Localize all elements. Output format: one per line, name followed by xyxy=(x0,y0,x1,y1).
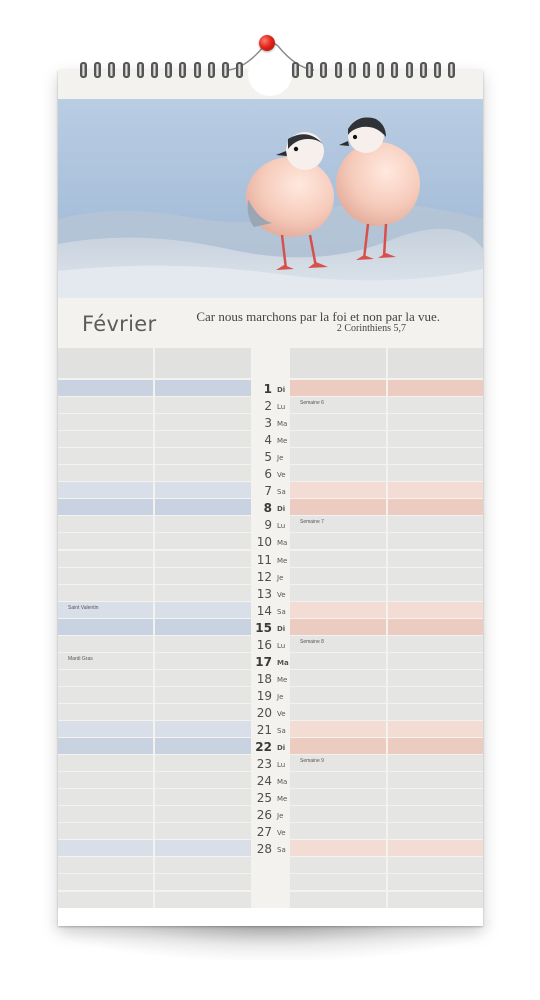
day-cell-person-4[interactable] xyxy=(388,823,483,839)
day-label xyxy=(253,789,288,805)
day-cell-person-4[interactable] xyxy=(388,465,483,481)
empty-cell xyxy=(155,892,251,908)
day-cell-person-2[interactable] xyxy=(155,670,251,686)
day-cell-person-1[interactable] xyxy=(58,772,153,788)
day-cell-person-2[interactable] xyxy=(155,397,251,413)
day-cell-person-1[interactable] xyxy=(58,380,153,396)
day-number: 23 xyxy=(256,757,272,772)
day-cell-person-2[interactable] xyxy=(155,568,251,584)
day-cell-person-1[interactable] xyxy=(58,568,153,584)
day-number: 2 xyxy=(264,399,272,414)
day-label xyxy=(253,499,288,515)
day-cell-person-1[interactable] xyxy=(58,704,153,720)
day-label xyxy=(253,380,288,396)
day-cell-person-4[interactable] xyxy=(388,755,483,771)
empty-cell xyxy=(388,874,483,890)
month-title: Février xyxy=(82,312,157,336)
day-cell-person-4[interactable] xyxy=(388,687,483,703)
day-cell-person-4[interactable] xyxy=(388,448,483,464)
day-cell-person-4[interactable] xyxy=(388,585,483,601)
week-number-note: Semaine 6 xyxy=(300,400,324,407)
day-label xyxy=(253,823,288,839)
day-cell-person-4[interactable] xyxy=(388,619,483,635)
day-number: 15 xyxy=(255,620,272,635)
binding-ring xyxy=(137,62,144,78)
day-cell-person-3[interactable] xyxy=(290,687,386,703)
day-row xyxy=(58,840,483,856)
day-row xyxy=(58,806,483,822)
day-name: Lu xyxy=(277,641,286,650)
empty-cell xyxy=(290,874,386,890)
day-name: Lu xyxy=(277,522,286,531)
day-row xyxy=(58,823,483,839)
header-cell xyxy=(58,348,153,378)
binding-ring xyxy=(208,62,215,78)
day-label xyxy=(253,431,288,447)
day-cell-person-1[interactable] xyxy=(58,482,153,498)
day-label xyxy=(253,840,288,856)
binding-ring xyxy=(80,62,87,78)
day-cell-person-1[interactable] xyxy=(58,397,153,413)
day-cell-person-4[interactable] xyxy=(388,738,483,754)
day-cell-person-2[interactable] xyxy=(155,755,251,771)
day-number: 13 xyxy=(256,586,272,601)
day-cell-person-2[interactable] xyxy=(155,414,251,430)
day-name: Je xyxy=(277,812,284,821)
day-row xyxy=(58,431,483,447)
day-cell-person-1[interactable] xyxy=(58,585,153,601)
binding-ring xyxy=(292,62,299,78)
day-name: Ve xyxy=(277,829,286,838)
day-label xyxy=(253,772,288,788)
day-cell-person-2[interactable] xyxy=(155,619,251,635)
day-label xyxy=(253,585,288,601)
day-cell-person-2[interactable] xyxy=(155,431,251,447)
empty-cell xyxy=(155,874,251,890)
day-cell-person-1[interactable] xyxy=(58,414,153,430)
day-name: Lu xyxy=(277,403,286,412)
day-name: Je xyxy=(277,573,284,582)
day-cell-person-3[interactable] xyxy=(290,636,386,652)
week-number-note: Semaine 7 xyxy=(300,519,324,526)
day-number: 9 xyxy=(264,518,272,533)
day-row xyxy=(58,636,483,652)
day-number: 22 xyxy=(255,740,272,755)
day-cell-person-3[interactable] xyxy=(290,465,386,481)
day-cell-person-2[interactable] xyxy=(155,516,251,532)
day-cell-person-4[interactable] xyxy=(388,653,483,669)
day-cell-person-1[interactable] xyxy=(58,533,153,549)
day-cell-person-3[interactable] xyxy=(290,431,386,447)
day-cell-person-3[interactable] xyxy=(290,380,386,396)
holiday-note: Saint Valentin xyxy=(68,604,99,611)
day-cell-person-3[interactable] xyxy=(290,551,386,567)
day-cell-person-3[interactable] xyxy=(290,721,386,737)
empty-row xyxy=(58,874,483,890)
day-label xyxy=(253,482,288,498)
day-cell-person-2[interactable] xyxy=(155,499,251,515)
binding-ring xyxy=(222,62,229,78)
day-number: 5 xyxy=(264,450,272,465)
day-cell-person-3[interactable] xyxy=(290,670,386,686)
binding-ring xyxy=(434,62,441,78)
day-cell-person-2[interactable] xyxy=(155,687,251,703)
day-label xyxy=(253,465,288,481)
day-name: Je xyxy=(277,692,284,701)
day-name: Sa xyxy=(277,488,286,497)
day-label xyxy=(253,397,288,413)
empty-cell xyxy=(58,892,153,908)
day-row xyxy=(58,380,483,396)
day-cell-person-2[interactable] xyxy=(155,789,251,805)
day-cell-person-1[interactable] xyxy=(58,721,153,737)
day-cell-person-4[interactable] xyxy=(388,840,483,856)
day-name: Di xyxy=(277,505,286,514)
day-name: Ma xyxy=(277,420,288,429)
day-cell-person-1[interactable] xyxy=(58,636,153,652)
day-cell-person-1[interactable] xyxy=(58,687,153,703)
day-number: 7 xyxy=(264,484,272,499)
day-cell-person-1[interactable] xyxy=(58,755,153,771)
binding-ring xyxy=(420,62,427,78)
day-cell-person-4[interactable] xyxy=(388,482,483,498)
day-row xyxy=(58,516,483,532)
day-name: Je xyxy=(277,454,284,463)
day-cell-person-2[interactable] xyxy=(155,636,251,652)
day-cell-person-3[interactable] xyxy=(290,806,386,822)
day-row xyxy=(58,414,483,430)
empty-row xyxy=(58,857,483,873)
day-cell-person-4[interactable] xyxy=(388,499,483,515)
day-cell-person-4[interactable] xyxy=(388,721,483,737)
binding-ring xyxy=(236,62,243,78)
day-cell-person-4[interactable] xyxy=(388,636,483,652)
day-cell-person-4[interactable] xyxy=(388,414,483,430)
day-cell-person-3[interactable] xyxy=(290,414,386,430)
day-row xyxy=(58,619,483,635)
day-number: 27 xyxy=(256,825,272,840)
day-number: 20 xyxy=(256,705,272,720)
day-number: 8 xyxy=(263,501,272,516)
pushpin-icon[interactable] xyxy=(259,35,275,51)
day-cell-person-3[interactable] xyxy=(290,602,386,618)
binding-ring xyxy=(194,62,201,78)
day-name: Ve xyxy=(277,709,286,718)
binding-ring xyxy=(406,62,413,78)
day-cell-person-1[interactable] xyxy=(58,431,153,447)
day-cell-person-2[interactable] xyxy=(155,602,251,618)
sheet-shadow xyxy=(50,920,492,960)
day-cell-person-1[interactable] xyxy=(58,823,153,839)
header-cell xyxy=(290,348,386,378)
day-cell-person-1[interactable] xyxy=(58,516,153,532)
day-cell-person-3[interactable] xyxy=(290,448,386,464)
day-name: Ve xyxy=(277,471,286,480)
day-number: 10 xyxy=(256,535,272,550)
binding-ring xyxy=(335,62,342,78)
bible-verse: Car nous marchons par la foi et non par la vue. xyxy=(196,309,440,324)
day-label xyxy=(253,619,288,635)
day-cell-person-3[interactable] xyxy=(290,533,386,549)
day-name: Di xyxy=(277,624,286,633)
empty-cell xyxy=(58,857,153,873)
binding-ring xyxy=(363,62,370,78)
day-number: 1 xyxy=(263,382,272,396)
empty-cell xyxy=(388,857,483,873)
binding-ring xyxy=(306,62,313,78)
day-cell-person-4[interactable] xyxy=(388,380,483,396)
day-name: Sa xyxy=(277,846,286,855)
day-cell-person-4[interactable] xyxy=(388,397,483,413)
day-cell-person-1[interactable] xyxy=(58,448,153,464)
day-cell-person-1[interactable] xyxy=(58,806,153,822)
week-number-note: Semaine 8 xyxy=(300,638,324,645)
day-number: 4 xyxy=(264,433,272,448)
day-row xyxy=(58,568,483,584)
day-label xyxy=(253,653,288,669)
day-cell-person-2[interactable] xyxy=(155,448,251,464)
day-name: Ma xyxy=(277,778,288,787)
week-number-note: Semaine 9 xyxy=(300,758,324,765)
day-row xyxy=(58,721,483,737)
binding-ring xyxy=(123,62,130,78)
day-number: 21 xyxy=(256,723,272,737)
day-row xyxy=(58,772,483,788)
holiday-note: Mardi Gras xyxy=(68,655,93,662)
day-cell-person-1[interactable] xyxy=(58,619,153,635)
day-name: Sa xyxy=(277,607,286,616)
day-row xyxy=(58,704,483,720)
day-name: Me xyxy=(277,795,288,804)
day-name: Di xyxy=(277,386,286,394)
day-cell-person-2[interactable] xyxy=(155,704,251,720)
day-row xyxy=(58,397,483,413)
day-cell-person-1[interactable] xyxy=(58,465,153,481)
day-number: 12 xyxy=(256,569,272,584)
day-name: Ve xyxy=(277,590,286,599)
day-name: Ma xyxy=(277,658,289,667)
day-cell-person-1[interactable] xyxy=(58,602,153,618)
day-label xyxy=(253,704,288,720)
header-row xyxy=(58,348,483,378)
binding-ring xyxy=(151,62,158,78)
day-cell-person-2[interactable] xyxy=(155,482,251,498)
day-cell-person-4[interactable] xyxy=(388,431,483,447)
day-cell-person-3[interactable] xyxy=(290,585,386,601)
binding-ring xyxy=(391,62,398,78)
day-row xyxy=(58,687,483,703)
day-cell-person-2[interactable] xyxy=(155,823,251,839)
day-cell-person-4[interactable] xyxy=(388,602,483,618)
day-cell-person-3[interactable] xyxy=(290,516,386,532)
binding-ring xyxy=(179,62,186,78)
day-row xyxy=(58,533,483,549)
day-cell-person-1[interactable] xyxy=(58,670,153,686)
day-cell-person-1[interactable] xyxy=(58,840,153,856)
day-cell-person-3[interactable] xyxy=(290,772,386,788)
day-row xyxy=(58,602,483,618)
day-cell-person-1[interactable] xyxy=(58,499,153,515)
day-label xyxy=(253,551,288,567)
day-cell-person-4[interactable] xyxy=(388,516,483,532)
day-cell-person-2[interactable] xyxy=(155,806,251,822)
day-cell-person-3[interactable] xyxy=(290,823,386,839)
day-label xyxy=(253,533,288,549)
day-row xyxy=(58,653,483,669)
day-name: Di xyxy=(277,744,286,753)
day-number: 17 xyxy=(255,654,272,669)
day-label xyxy=(253,721,288,737)
day-cell-person-3[interactable] xyxy=(290,653,386,669)
day-cell-person-1[interactable] xyxy=(58,653,153,669)
day-cell-person-3[interactable] xyxy=(290,499,386,515)
binding-ring xyxy=(320,62,327,78)
day-cell-person-4[interactable] xyxy=(388,806,483,822)
day-label xyxy=(253,568,288,584)
day-cell-person-3[interactable] xyxy=(290,397,386,413)
day-cell-person-3[interactable] xyxy=(290,568,386,584)
day-cell-person-2[interactable] xyxy=(155,465,251,481)
day-row xyxy=(58,755,483,771)
day-cell-person-4[interactable] xyxy=(388,670,483,686)
empty-row xyxy=(58,892,483,908)
binding-ring xyxy=(377,62,384,78)
empty-cell xyxy=(290,892,386,908)
day-row xyxy=(58,448,483,464)
day-cell-person-1[interactable] xyxy=(58,738,153,754)
day-cell-person-2[interactable] xyxy=(155,380,251,396)
day-cell-person-2[interactable] xyxy=(155,772,251,788)
day-number: 14 xyxy=(256,603,272,618)
binding-ring xyxy=(108,62,115,78)
day-cell-person-3[interactable] xyxy=(290,840,386,856)
day-cell-person-4[interactable] xyxy=(388,568,483,584)
empty-cell xyxy=(58,874,153,890)
day-label xyxy=(253,414,288,430)
day-number: 25 xyxy=(256,791,272,806)
day-name: Lu xyxy=(277,761,286,770)
day-number: 3 xyxy=(264,416,272,431)
day-cell-person-4[interactable] xyxy=(388,533,483,549)
day-row xyxy=(58,585,483,601)
day-number: 11 xyxy=(256,552,272,567)
day-row xyxy=(58,670,483,686)
day-number: 18 xyxy=(256,671,272,686)
day-cell-person-2[interactable] xyxy=(155,585,251,601)
day-row xyxy=(58,738,483,754)
day-cell-person-2[interactable] xyxy=(155,551,251,567)
day-cell-person-1[interactable] xyxy=(58,551,153,567)
binding-ring xyxy=(94,62,101,78)
day-cell-person-3[interactable] xyxy=(290,738,386,754)
day-label xyxy=(253,687,288,703)
day-number: 28 xyxy=(256,842,272,857)
day-cell-person-3[interactable] xyxy=(290,789,386,805)
day-number: 6 xyxy=(264,467,272,482)
day-cell-person-2[interactable] xyxy=(155,721,251,737)
day-number: 16 xyxy=(256,637,272,652)
day-name: Me xyxy=(277,556,288,565)
day-row xyxy=(58,789,483,805)
empty-cell xyxy=(155,857,251,873)
binding-ring xyxy=(349,62,356,78)
sheet-footer xyxy=(58,908,483,926)
day-cell-person-3[interactable] xyxy=(290,482,386,498)
calendar-photo xyxy=(58,99,483,298)
empty-cell xyxy=(290,857,386,873)
day-label xyxy=(253,806,288,822)
day-label xyxy=(253,636,288,652)
empty-cell xyxy=(388,892,483,908)
day-label xyxy=(253,670,288,686)
header-cell xyxy=(155,348,251,378)
day-name: Ma xyxy=(277,539,288,548)
day-cell-person-4[interactable] xyxy=(388,704,483,720)
binding-ring xyxy=(165,62,172,78)
day-cell-person-3[interactable] xyxy=(290,704,386,720)
day-cell-person-2[interactable] xyxy=(155,738,251,754)
day-row xyxy=(58,465,483,481)
day-cell-person-3[interactable] xyxy=(290,755,386,771)
day-number: 24 xyxy=(256,774,272,789)
day-cell-person-4[interactable] xyxy=(388,789,483,805)
day-name: Me xyxy=(277,437,288,446)
verse-reference: 2 Corinthiens 5,7 xyxy=(336,323,406,334)
binding-ring xyxy=(448,62,455,78)
day-label xyxy=(253,516,288,532)
day-cell-person-3[interactable] xyxy=(290,619,386,635)
day-row xyxy=(58,499,483,515)
day-cell-person-4[interactable] xyxy=(388,551,483,567)
day-number: 26 xyxy=(256,808,272,823)
day-label xyxy=(253,738,288,754)
day-cell-person-2[interactable] xyxy=(155,653,251,669)
day-label xyxy=(253,448,288,464)
day-label xyxy=(253,755,288,771)
day-cell-person-4[interactable] xyxy=(388,772,483,788)
day-name: Me xyxy=(277,675,288,684)
header-cell xyxy=(388,348,483,378)
day-row xyxy=(58,482,483,498)
day-cell-person-1[interactable] xyxy=(58,789,153,805)
day-row xyxy=(58,551,483,567)
day-label xyxy=(253,602,288,618)
day-cell-person-2[interactable] xyxy=(155,533,251,549)
day-cell-person-2[interactable] xyxy=(155,840,251,856)
day-number: 19 xyxy=(256,688,272,703)
day-name: Sa xyxy=(277,727,286,735)
